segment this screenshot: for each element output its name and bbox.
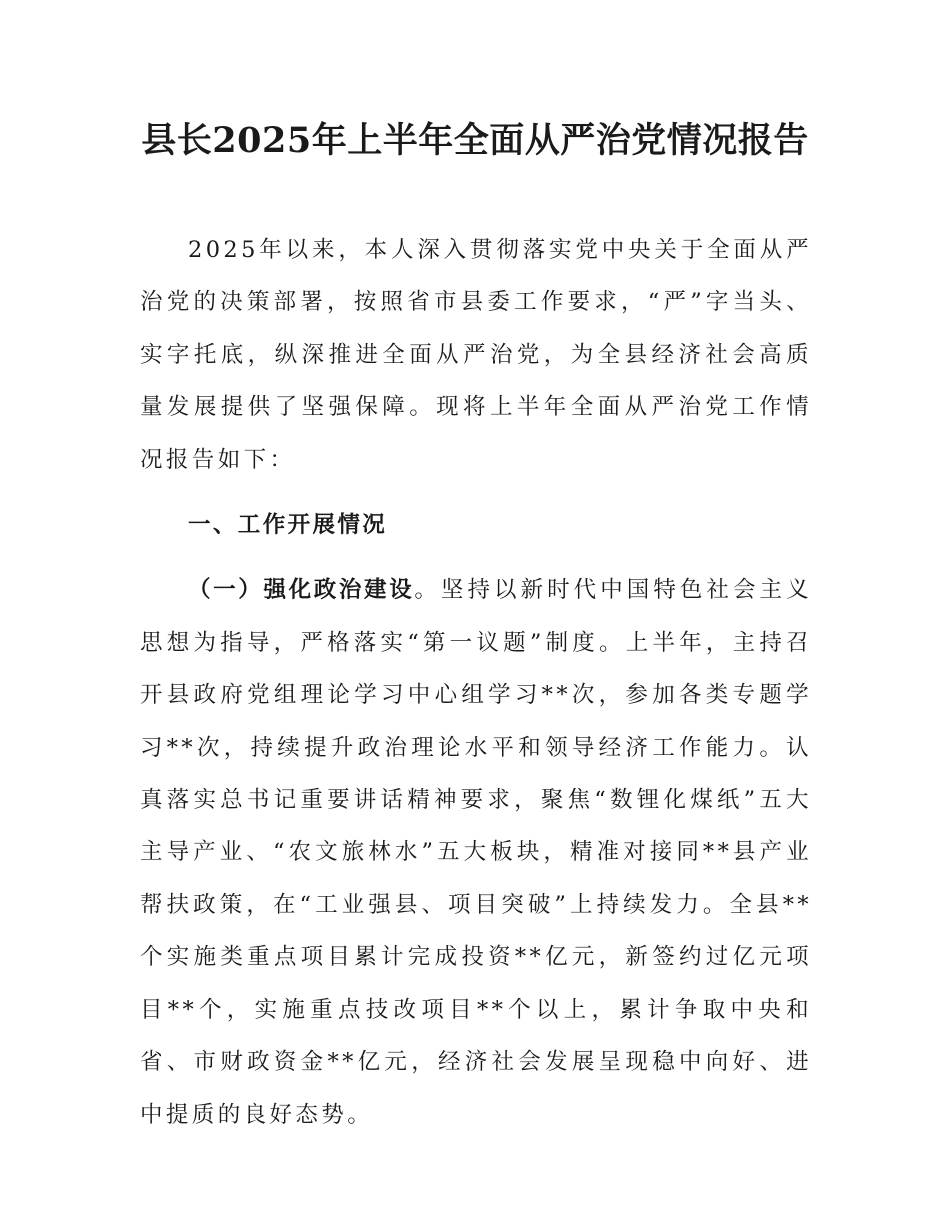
- document-body: [140, 224, 812, 1141]
- intro-paragraph: 2025年以来，本人深入贯彻落实党中央关于全面从严治党的决策部署，按照省市县委工作要求，“严”字当头、实字托底，纵深推进全面从严治党，为全县经济社会高质量发展提供了坚强保障。现将上半年全面从严治党工作情况报告如下：: [140, 237, 812, 473]
- document-title: 县长2025年上半年全面从严治党情况报告: [141, 120, 809, 161]
- paragraph-text: 。坚持以新时代中国特色社会主义思想为指导，严格落实“第一议题”制度。上半年，主持召开县政府党组理论学习中心组学习**次，参加各类专题学习**次，持续提升政治理论水平和领导经济工作能力。认真落实总书记重要讲话精神要求，聚焦“数锂化煤纸”五大主导产业、“农文旅林水”五大板块，精准对接同**县产业帮扶政策，在“工业强县、项目突破”上持续发力。全县**个实施类重点项目累计完成投资**亿元，新签约过亿元项目**个，实施重点技改项目**个以上，累计争取中央和省、市财政资金**亿元，经济社会发展呈现稳中向好、进中提质的良好态势。: [140, 577, 813, 1128]
- section-paragraph: [140, 564, 812, 1140]
- section-heading: 一、工作开展情况: [188, 512, 388, 539]
- paragraph-lead-in: （一）强化政治建设: [188, 577, 415, 604]
